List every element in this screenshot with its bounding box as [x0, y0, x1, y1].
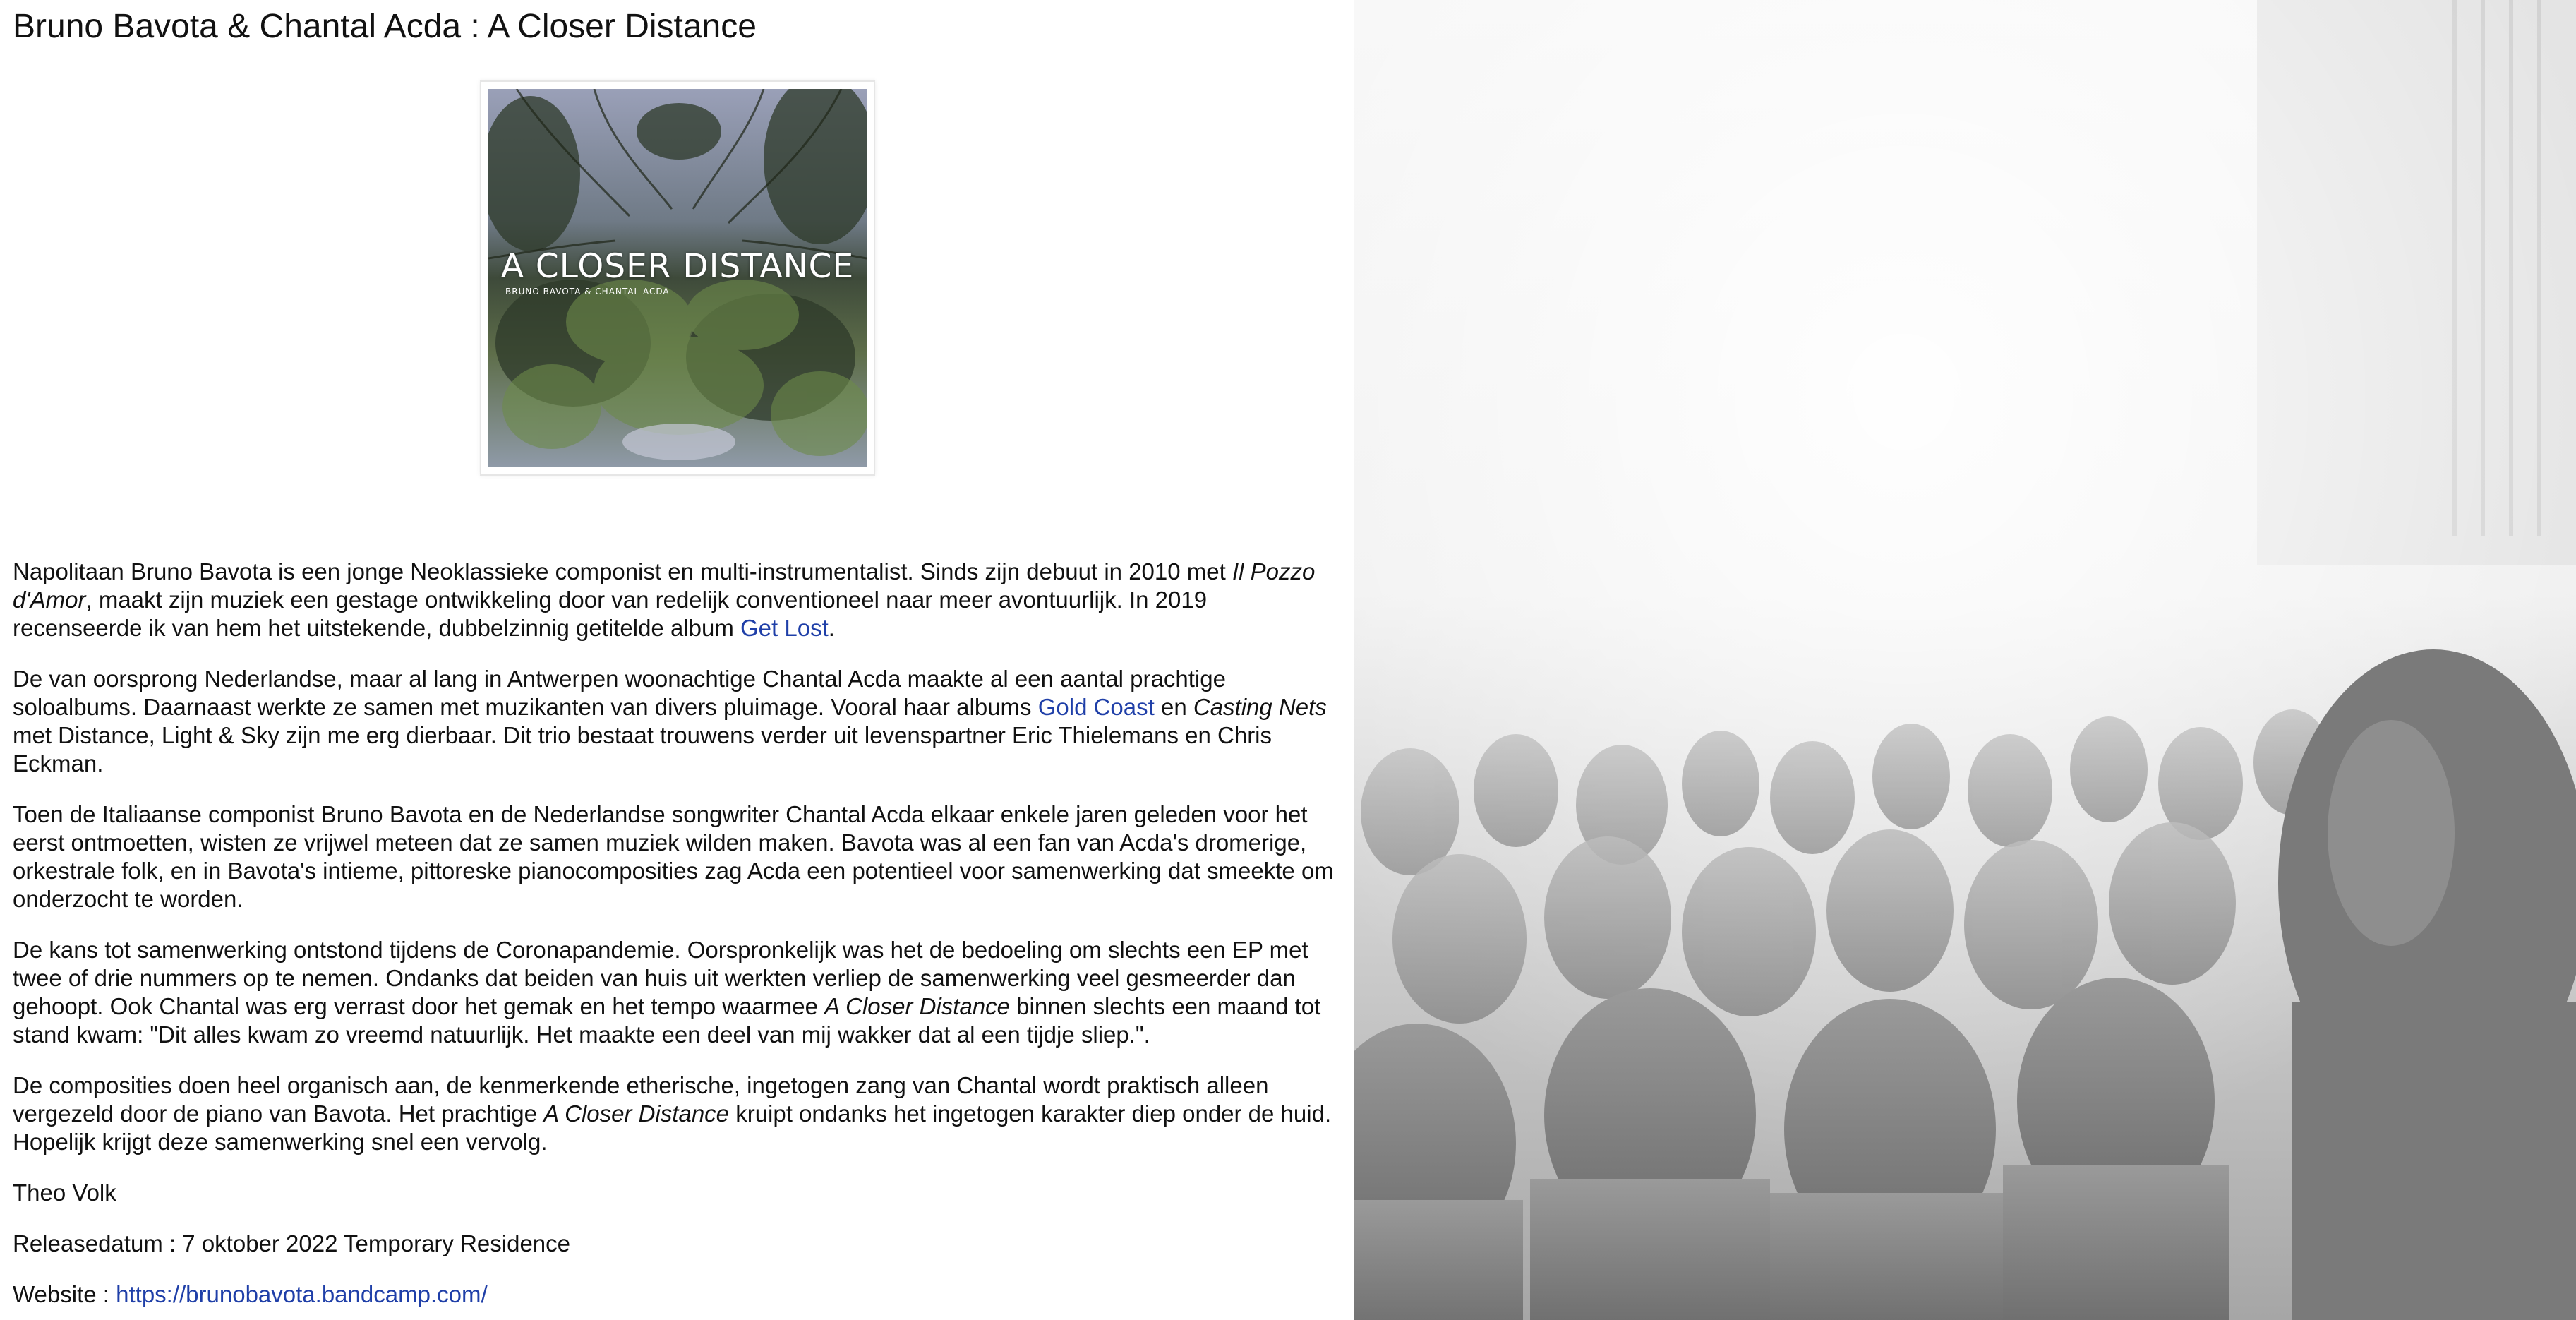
text: De composities doen heel organisch aan, de kenmerkende etherische, ingetogen zang van Chantal wordt praktisch alleen vergezeld door de piano van Bavota. Het prachtige [13, 1072, 1269, 1127]
paragraph-collaboration [13, 936, 1340, 1049]
paragraph-review [13, 1072, 1340, 1156]
website-label: Website : [13, 1281, 116, 1307]
text: met Distance, Light & Sky zijn me erg dierbaar. Dit trio bestaat trouwens verder uit levenspartner Eric Thielemans en Chris Eckman. [13, 722, 1272, 776]
album-cover-frame [480, 80, 875, 476]
get-lost-link[interactable]: Get Lost [740, 615, 829, 641]
text: De van oorsprong Nederlandse, maar al lang in Antwerpen woonachtige Chantal Acda maakte al een aantal prachtige soloalbums. Daarnaast werkte ze samen met muzikanten van divers pluimage. Vooral haar albums [13, 666, 1226, 720]
album-name: Il Pozzo d'Amor [13, 558, 1316, 613]
text: binnen slechts een maand tot stand kwam: "Dit alles kwam zo vreemd natuurlijk. Het maakte een deel van mij wakker dat al een tijdje sliep.". [13, 993, 1321, 1048]
article-body [13, 558, 1340, 1320]
crowd-image [1354, 0, 2576, 1320]
text: , maakt zijn muziek een gestage ontwikkeling door van redelijk conventioneel naar meer avontuurlijk. In 2019 recenseerde ik van hem het uitstekende, dubbelzinnig getitelde album [13, 587, 1208, 641]
text: en [1154, 694, 1193, 720]
paragraph-intro-bavota [13, 558, 1340, 642]
page-title: Bruno Bavota & Chantal Acda : A Closer Distance [13, 8, 757, 45]
concert-crowd-photo [1354, 0, 2576, 1320]
album-name: Casting Nets [1193, 694, 1327, 720]
paragraph-intro-acda [13, 665, 1340, 778]
text: kruipt ondanks het ingetogen karakter diep onder de huid. Hopelijk krijgt deze samenwerking snel een vervolg. [13, 1100, 1332, 1155]
album-name: A Closer Distance [543, 1100, 730, 1127]
paragraph-meeting: Toen de Italiaanse componist Bruno Bavota en de Nederlandse songwriter Chantal Acda elkaar enkele jaren geleden voor het eerst ontmoetten, wisten ze vrijwel meteen dat ze samen muziek wilden maken. Bavota was al een fan van Acda's dromerige, orkestrale folk, en in Bavota's intieme, pittoreske pianocomposities zag Acda een potentieel voor samenwerking dat smeekte om onderzocht te worden. [13, 801, 1334, 912]
author: Theo Volk [13, 1180, 116, 1206]
website-link[interactable]: https://brunobavota.bandcamp.com/ [116, 1281, 488, 1307]
gold-coast-link[interactable]: Gold Coast [1037, 694, 1155, 720]
text: . [828, 615, 835, 641]
text: De kans tot samenwerking ontstond tijdens de Coronapandemie. Oorspronkelijk was het de bedoeling om slechts een EP met twee of drie nummers op te nemen. Ondanks dat beiden van huis uit werkten verliep de samenwerking veel gesmeerder dan gehoopt. Ook Chantal was erg verrast door het gemak en het tempo waarmee [13, 937, 1308, 1019]
album-cover-title: A CLOSER DISTANCE [500, 247, 855, 286]
website-line [13, 1280, 1340, 1309]
album-cover-artists: BRUNO BAVOTA & CHANTAL ACDA [505, 287, 670, 296]
album-name: A Closer Distance [824, 993, 1011, 1019]
album-cover [488, 89, 867, 467]
text: Napolitaan Bruno Bavota is een jonge Neoklassieke componist en multi-instrumentalist. Sinds zijn debuut in 2010 met [13, 558, 1232, 584]
release-info: Releasedatum : 7 oktober 2022 Temporary Residence [13, 1230, 571, 1256]
